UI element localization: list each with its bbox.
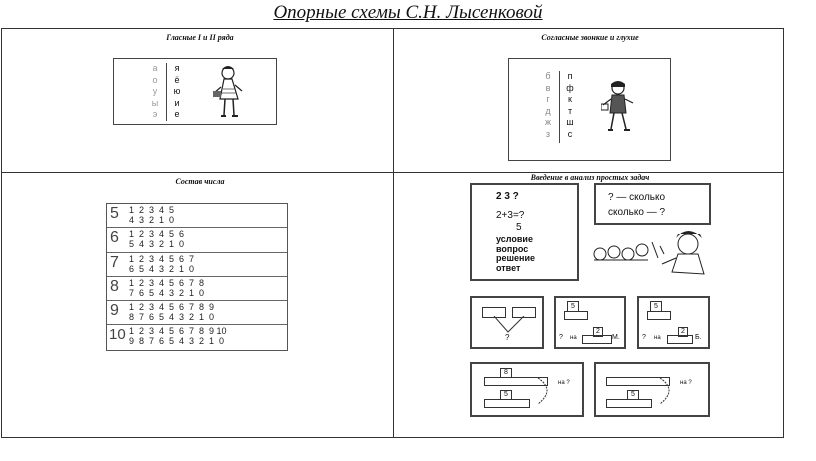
table-row bbox=[107, 228, 287, 252]
scheme-value: 2 bbox=[593, 327, 603, 337]
row-bottom-sequence: 8 7 6 5 4 3 2 1 0 bbox=[129, 312, 215, 323]
page-title: Опорные схемы С.Н. Лысенковой bbox=[273, 2, 543, 23]
task-part: решение bbox=[496, 253, 535, 263]
row-top-sequence: 1 2 3 4 5 6 7 8 9 10 bbox=[129, 326, 227, 337]
scheme-question: ? bbox=[559, 334, 563, 341]
consonants-caption: Согласные звонкие и глухие bbox=[541, 33, 639, 42]
vowel: и bbox=[174, 97, 180, 108]
question-words-card bbox=[594, 183, 711, 225]
tasks-caption: Введение в анализ простых задач bbox=[530, 173, 650, 182]
consonant: г bbox=[546, 94, 550, 104]
grid-divider-vertical bbox=[393, 29, 394, 437]
row-top-sequence: 1 2 3 4 5 6 7 bbox=[129, 253, 195, 264]
vowel: ю bbox=[173, 86, 181, 96]
question-line-1: ? — сколько bbox=[608, 192, 666, 203]
table-row bbox=[107, 277, 287, 301]
row-number: 7 bbox=[110, 253, 119, 271]
numbers-caption: Состав числа bbox=[175, 177, 225, 186]
task-part: условие bbox=[496, 234, 533, 244]
vowels-caption: Гласные I и II ряда bbox=[166, 33, 234, 42]
scheme-label: Б. bbox=[695, 334, 702, 341]
table-row bbox=[107, 325, 287, 349]
consonants-column-2 bbox=[565, 71, 575, 140]
scheme-value: 2 bbox=[678, 327, 688, 337]
consonants-card bbox=[508, 58, 671, 161]
table-row bbox=[107, 301, 287, 325]
row-bottom-sequence: 9 8 7 6 5 4 3 2 1 0 bbox=[129, 336, 225, 347]
row-top-sequence: 1 2 3 4 5 bbox=[129, 205, 175, 215]
vowel: а bbox=[152, 63, 158, 73]
consonants-column-1 bbox=[543, 71, 553, 140]
vowel: я bbox=[174, 63, 180, 73]
task-part: вопрос bbox=[496, 243, 529, 254]
row-top-sequence: 1 2 3 4 5 6 bbox=[129, 229, 185, 240]
scheme-question: ? bbox=[505, 333, 510, 342]
consonant: в bbox=[545, 82, 551, 93]
scheme-value: 5 bbox=[567, 301, 579, 312]
scheme-label: на bbox=[570, 335, 577, 341]
row-number: 5 bbox=[110, 205, 119, 222]
row-number: 8 bbox=[110, 277, 119, 295]
row-bottom-sequence: 5 4 3 2 1 0 bbox=[129, 239, 185, 250]
row-top-sequence: 1 2 3 4 5 6 7 8 bbox=[129, 277, 205, 288]
scheme-card-3 bbox=[637, 296, 710, 349]
scheme-question: на ? bbox=[680, 380, 692, 386]
scheme-question: ? bbox=[642, 334, 646, 341]
row-number: 6 bbox=[110, 229, 119, 247]
consonant: д bbox=[545, 105, 551, 116]
row-number: 10 bbox=[109, 326, 126, 344]
vowel: ё bbox=[174, 74, 180, 85]
scheme-card-1 bbox=[470, 296, 544, 349]
consonant: з bbox=[545, 128, 551, 139]
consonant: ш bbox=[566, 117, 574, 127]
vowels-column-1 bbox=[150, 63, 160, 121]
task-expression: 2+3=? bbox=[496, 210, 525, 221]
row-bottom-sequence: 6 5 4 3 2 1 0 bbox=[129, 263, 195, 274]
row-bottom-sequence: 4 3 2 1 0 bbox=[129, 215, 175, 225]
consonant: т bbox=[567, 105, 573, 116]
vowels-card bbox=[113, 58, 277, 125]
vowel: о bbox=[152, 74, 158, 85]
row-top-sequence: 1 2 3 4 5 6 7 8 9 bbox=[129, 302, 215, 313]
table-row bbox=[107, 204, 287, 228]
scheme-card-2 bbox=[554, 296, 626, 349]
question-line-2: сколько — ? bbox=[608, 207, 666, 218]
vowel: ы bbox=[151, 97, 159, 108]
scheme-value: 5 bbox=[500, 390, 512, 400]
task-part: ответ bbox=[496, 262, 521, 273]
girl-illustration bbox=[212, 63, 246, 121]
scheme-label: на bbox=[654, 335, 661, 341]
scheme-question: на ? bbox=[558, 380, 570, 386]
scheme-value: 8 bbox=[500, 368, 512, 378]
table-row bbox=[107, 253, 287, 277]
task-numbers: 2 3 ? bbox=[496, 191, 519, 202]
row-number: 9 bbox=[110, 302, 119, 320]
task-answer: 5 bbox=[516, 222, 522, 233]
boy-illustration bbox=[601, 79, 635, 135]
comparison-scheme-2 bbox=[594, 362, 710, 417]
vowel: у bbox=[152, 86, 158, 96]
consonant: ж bbox=[544, 117, 552, 127]
vowels-separator bbox=[166, 63, 167, 121]
boy-with-apples-illustration bbox=[592, 228, 712, 280]
consonant: с bbox=[567, 128, 573, 139]
task-intro-card bbox=[470, 183, 579, 281]
consonant: к bbox=[568, 94, 572, 104]
number-composition-table bbox=[106, 203, 288, 351]
consonant: б bbox=[545, 71, 551, 81]
scheme-value: 5 bbox=[650, 301, 662, 312]
scheme-label: М. bbox=[612, 334, 620, 341]
comparison-scheme-1 bbox=[470, 362, 584, 417]
vowels-column-2 bbox=[172, 63, 182, 121]
task-parts-list bbox=[496, 235, 535, 273]
vowel: э bbox=[152, 109, 158, 119]
row-bottom-sequence: 7 6 5 4 3 2 1 0 bbox=[129, 287, 205, 298]
consonant: п bbox=[567, 71, 573, 81]
consonants-separator bbox=[559, 71, 560, 143]
consonant: ф bbox=[566, 82, 574, 93]
vowel: е bbox=[174, 109, 180, 119]
scheme-value: 5 bbox=[627, 390, 639, 400]
